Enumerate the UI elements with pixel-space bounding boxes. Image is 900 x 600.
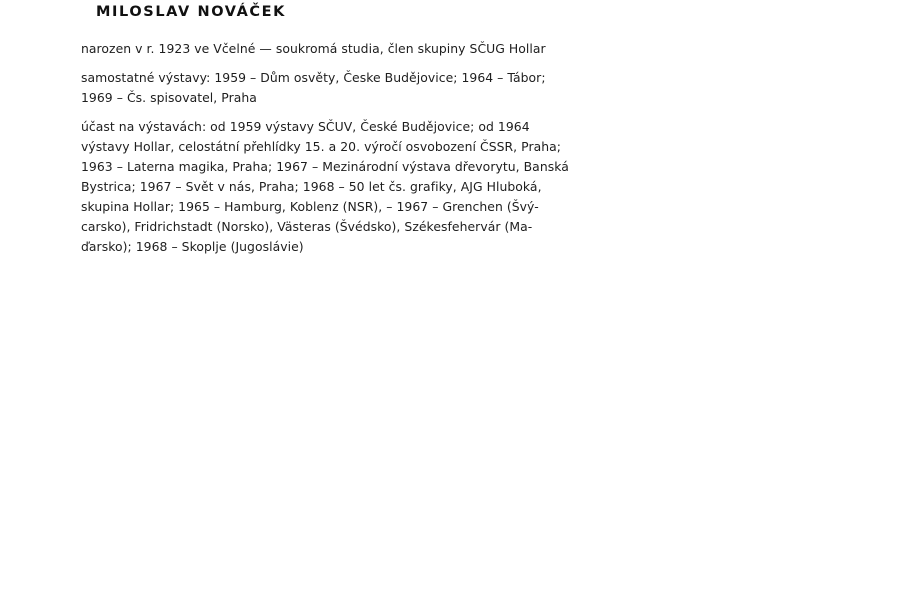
text-line: výstavy Hollar, celostátní přehlídky 15. a 20. výročí osvobození ČSSR, Praha; — [81, 139, 562, 154]
text-line: ďarsko); 1968 – Skoplje (Jugoslávie) — [81, 239, 304, 254]
birth-paragraph — [81, 39, 641, 59]
text-line: carsko), Fridrichstadt (Norsko), Västeras (Švédsko), Székesfehervár (Ma- — [81, 219, 533, 234]
artist-name-heading: MILOSLAV NOVÁČEK — [96, 4, 286, 20]
text-line: Bystrica; 1967 – Svět v nás, Praha; 1968 – 50 let čs. grafiky, AJG Hluboká, — [81, 179, 542, 194]
text-line: samostatné výstavy: 1959 – Dům osvěty, Česke Budějovice; 1964 – Tábor; — [81, 70, 546, 85]
biography-text — [81, 39, 641, 266]
text-line: 1969 – Čs. spisovatel, Praha — [81, 90, 257, 105]
text-line: účast na výstavách: od 1959 výstavy SČUV, České Budějovice; od 1964 — [81, 119, 530, 134]
text-line: skupina Hollar; 1965 – Hamburg, Koblenz (NSR), – 1967 – Grenchen (Švý- — [81, 199, 539, 214]
group-exhibitions-paragraph — [81, 117, 641, 257]
text-line: narozen v r. 1923 ve Včelné — soukromá studia, člen skupiny SČUG Hollar — [81, 41, 546, 56]
text-line: 1963 – Laterna magika, Praha; 1967 – Mezinárodní výstava dřevorytu, Banská — [81, 159, 569, 174]
solo-exhibitions-paragraph — [81, 68, 641, 108]
